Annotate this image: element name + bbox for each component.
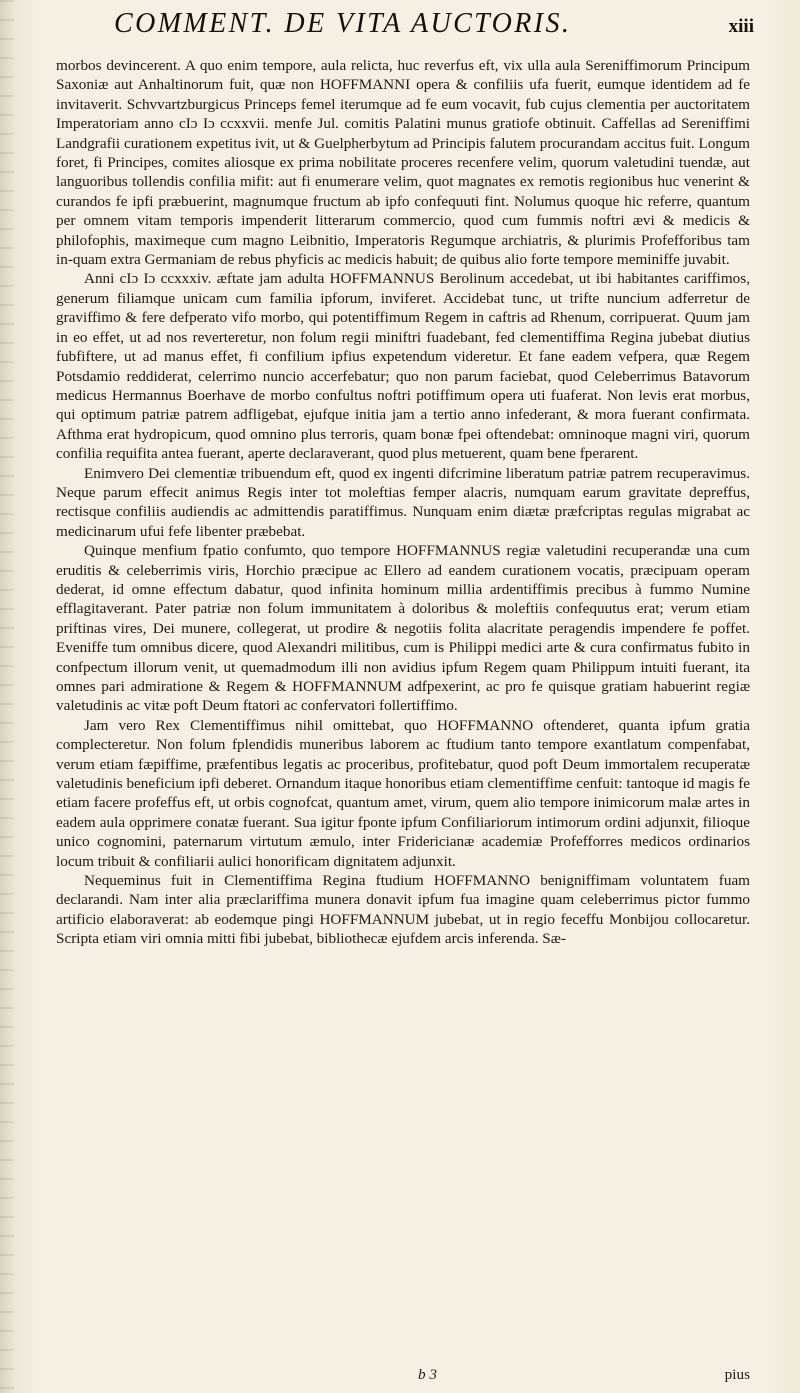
body-text [56,56,750,949]
catchword: pius [724,1366,750,1383]
page-header [114,8,754,48]
signature-mark: b 3 [418,1366,437,1383]
running-title: COMMENT. DE VITA AUCTORIS. [114,8,572,39]
page-number: xiii [728,16,754,37]
binding-gutter [0,0,14,1393]
paragraph: morbos devincerent. A quo enim tempore, aula relicta, huc reverfus eft, vix ulla aula Sereniffimorum Principum Saxoniæ aut Anhaltinorum fuit, quæ non HOFFMANNI opera & confiliis ufa fuerit, eumque identidem ad fe invitaverit. Schvvartzburgicus Princeps femel iterumque ad fe eum vocavit, fub cujus clementia per auctoritatem Imperatoriam anno cIɔ Iɔ ccxxvii. menfe Jul. comitis Palatini munus gratiofe obtinuit. Caffellas ad Sereniffimi Landgrafii curationem expetitus ivit, ut & Guelpherbytum ad Principis falutem procurandam accitus fuit. Longum foret, fi Principes, comites aliosque ex prima nobilitate proceres recenfere velim, quorum valetudini tuendæ, aut languoribus tollendis confilia mifit: aut fi enumerare velim, quot magnates ex remotis regionibus huc venerint & curandos fe ipfi præbuerint, magnumque fructum ab ipfo confequuti fint. Nolumus quoque hic referre, quantum per omnem vitam temporis impenderit litterarum commercio, quod cum fummis noftri ævi & medicis & philofophis, maximeque cum magno Leibnitio, Imperatoris Regumque archiatris, & plurimis Profefforibus tam in-quam extra Germaniam de rebus phyficis ac medicis habuit; de quibus alio forte tempore meminiffe juvabit. [56,57,750,269]
paragraph: Anni cIɔ Iɔ ccxxxiv. æftate jam adulta HOFFMANNUS Berolinum accedebat, ut ibi habitantes cariffimos, generum filiamque unicam cum familia ipforum, inviferet. Accidebat tunc, ut trifte nuncium adferretur de graviffimo & fere defperato vifo morbo, qui potentiffimum Regem in caftris ad Rhenum, corripuerat. Quum jam in eo effet, ut ad nos reverteretur, non folum regii miniftri fuadebant, fed clementiffima Regina jubebat diutius fubfiftere, ut ad manus effet, fi confilium ipfius expetendum videretur. Et fane eadem vefpera, quæ Regem Potsdamio reddiderat, celerrimo nuncio accerfebatur; quo non parum faciebat, quod Celeberrimus Batavorum medicus Hermannus Boerhave de morbo confultus noftri potiffimum opera uti fuaferat. Non levis erat morbus, qui optimum patriæ patrem adfligebat, ejufque initia jam a tertio anno infederant, & mora fuerant confirmata. Afthma erat hydropicum, quod omnino plus terroris, quam bonæ fpei oftendebat: omninoque magni viri, quorum confilia requifita antea fuerant, aperte declaraverant, quod plus metuerent, quam bene fperarent. [56,270,750,463]
paragraph: Nequeminus fuit in Clementiffima Regina ftudium HOFFMANNO benigniffimam voluntatem fuam declarandi. Nam inter alia præclariffima munera donavit ipfum fua imagine quam celeberrimus pictor fummo artificio elaboraverat: ab eodemque pingi HOFFMANNUM jubebat, ut in regio feceffu Monbijou collocaretur. Scripta etiam viri omnia mitti fibi jubebat, bibliothecæ ejufdem arcis inferenda. Sæ- [56,872,750,948]
page-footer [56,1366,750,1386]
paragraph: Quinque menfium fpatio confumto, quo tempore HOFFMANNUS regiæ valetudini recuperandæ una cum eruditis & celeberrimis viris, Horchio præcipue ac Ellero ad eandem curationem vocatis, præcipuam operam dederat, id omne effectum dabatur, quod infinita hominum millia ardentiffimis precibus à fummo Numine efflagitaverant. Pater patriæ non folum immunitatem à doloribus & moleftiis confequutus erat; verum etiam priftinas vires, Dei munere, collegerat, ut prodire & negotiis folita alacritate peragendis impendere fe poffet. Eveniffe tum omnibus dicere, quod Alexandri militibus, cum is Philippi medici arte & cura confirmatus fubito in confpectum illorum venit, ut quemadmodum illi non avidius ipfum Regem quam Philippum intuiti fuerant, ita omnes pari admiratione & Regem & HOFFMANNUM adfpexerint, ac pro fe quisque gratiam habuerint regiæ valetudinis ac vitæ poft Deum ftatori ac confervatori follertiffimo. [56,542,750,715]
paragraph: Jam vero Rex Clementiffimus nihil omittebat, quo HOFFMANNO oftenderet, quanta ipfum gratia complecteretur. Non folum fplendidis muneribus laborem ac ftudium tanto tempore exantlatum compenfabat, verum etiam fæpiffime, præfentibus legatis ac proceribus, profitebatur, quod poft Deum immortalem recuperatæ valetudinis beneficium ipfi deberet. Ornandum itaque honoribus etiam clementiffime cenfuit: tantoque id magis fe etiam facere profeffus eft, ut orbis cognofcat, quantum amet, virum, quem alio tempore inimicorum malæ artes in eadem aula opprimere conatæ fuerant. Sua igitur fponte ipfum Confiliariorum intimorum ordini adjunxit, filioque unico cognomini, paternarum virtutum æmulo, inter Fridericianæ academiæ Profefforres medicos ordinarios locum tribuit & confiliarii aulici honorificam dignitatem adjunxit. [56,716,750,870]
paragraph: Enimvero Dei clementiæ tribuendum eft, quod ex ingenti difcrimine liberatum patriæ patrem recuperavimus. Neque parum effecit animus Regis inter tot moleftias femper alacris, numquam earum gravitate depreffus, rectisque confiliis audiendis ac admittendis paratiffimus. Nunquam enim diætæ præfcriptas regulas migrabat ac medicinarum ufui fefe libenter præbebat. [56,464,750,540]
